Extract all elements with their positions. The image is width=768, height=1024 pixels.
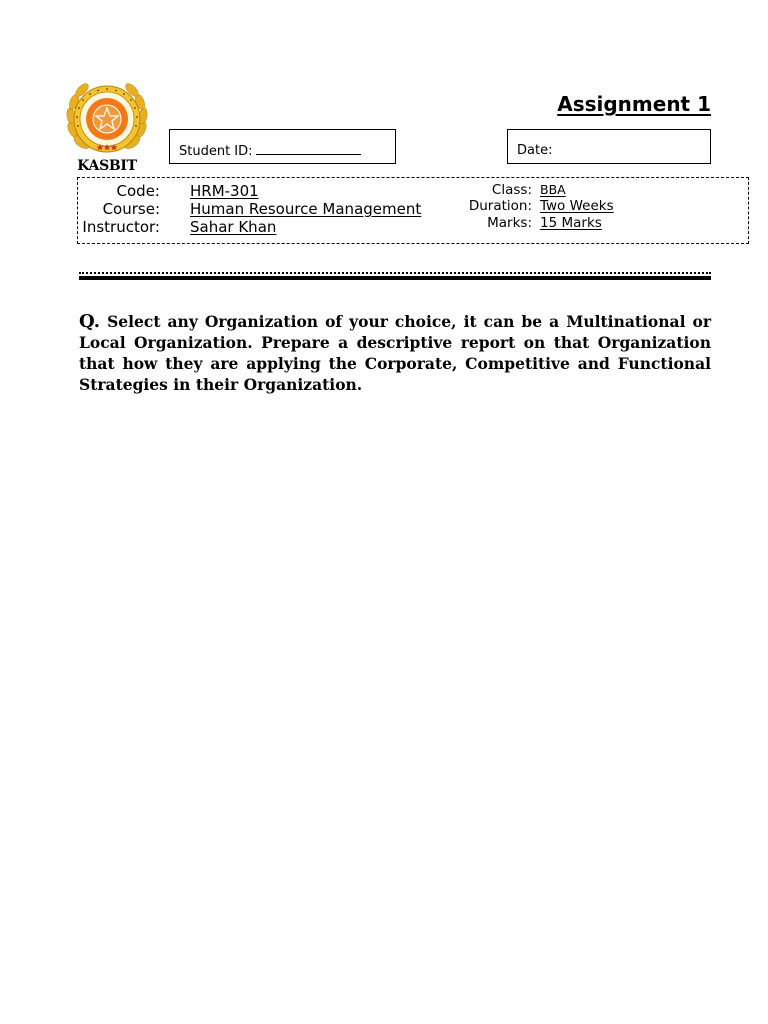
instructor-label: Instructor: xyxy=(82,218,160,236)
kasbit-emblem-icon xyxy=(64,78,150,160)
date-label: Date: xyxy=(517,143,553,158)
student-id-field[interactable] xyxy=(169,129,396,164)
duration-label: Duration: xyxy=(468,198,532,214)
kasbit-logo xyxy=(64,78,152,176)
instructor-value: Sahar Khan xyxy=(190,218,277,236)
course-info-panel xyxy=(77,177,749,244)
class-value: BBA xyxy=(540,182,566,197)
class-row xyxy=(78,182,748,198)
code-label: Code: xyxy=(116,182,160,200)
duration-value: Two Weeks xyxy=(540,198,614,214)
course-value: Human Resource Management xyxy=(190,200,422,218)
class-label: Class: xyxy=(491,182,532,198)
marks-row xyxy=(78,215,748,231)
question-prefix: Q. xyxy=(79,311,101,332)
duration-row xyxy=(78,198,748,214)
divider-dotted xyxy=(79,272,711,274)
marks-value: 15 Marks xyxy=(540,215,602,231)
student-id-blank[interactable] xyxy=(256,143,361,155)
code-value: HRM-301 xyxy=(190,182,259,200)
question-block xyxy=(79,311,711,395)
page-title: Assignment 1 xyxy=(557,92,711,116)
divider-solid xyxy=(79,276,711,280)
student-id-label: Student ID: xyxy=(179,144,253,159)
marks-label: Marks: xyxy=(487,215,532,231)
question-text: Select any Organization of your choice, it can be a Multinational or Local Organization. Prepare a descriptive report on that Organization that how they are applying the Corporate, Competitive and Functional Strategies in their Organization. xyxy=(79,312,711,394)
course-label: Course: xyxy=(102,200,160,218)
logo-wordmark: KASBIT xyxy=(77,158,137,174)
date-field[interactable] xyxy=(507,129,711,164)
